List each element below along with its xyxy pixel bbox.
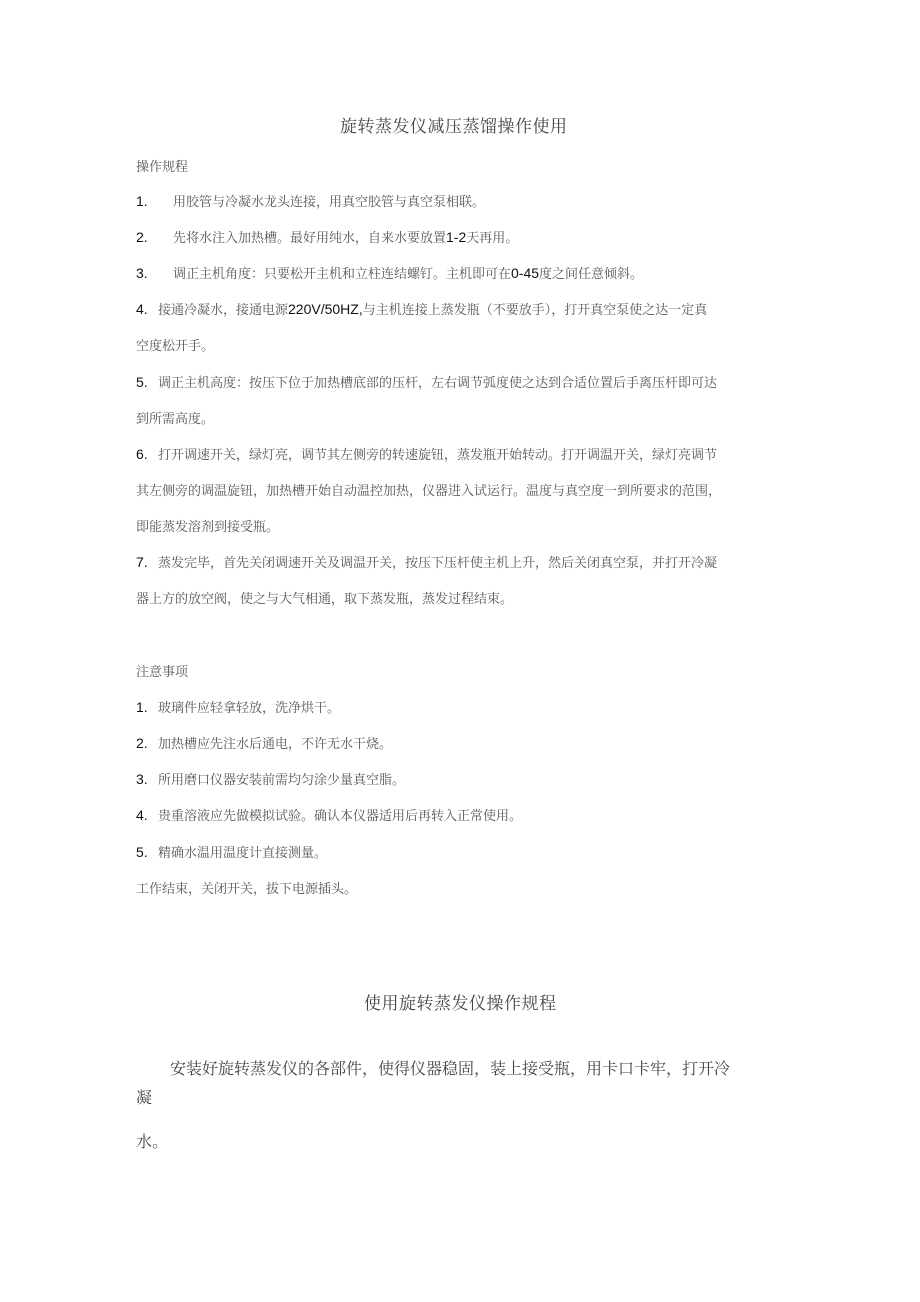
note-text: 精确水温用温度计直接测量。 (158, 846, 328, 861)
step-text: 打开调速开关，绿灯亮，调节其左侧旁的转速旋钮，蒸发瓶开始转动。打开调温开关，绿灯亮调节 (158, 448, 718, 463)
document-title: 旋转蒸发仪减压蒸馏操作使用 (340, 117, 568, 137)
procedure-step-4-cont: 空度松开手。 (136, 339, 215, 354)
second-paragraph-line-3: 水。 (136, 1132, 169, 1151)
note-number: 2. (136, 735, 148, 751)
procedure-step-7-cont: 器上方的放空阀，使之与大气相通，取下蒸发瓶，蒸发过程结束。 (136, 592, 514, 607)
step-number: 3. (136, 265, 148, 281)
note-number: 1. (136, 699, 148, 715)
step-value: 0-45 (511, 265, 540, 281)
step-number: 7. (136, 554, 148, 570)
procedure-step-1 (136, 191, 485, 210)
step-text: 度之间任意倾斜。 (539, 267, 644, 282)
step-text: 天再用。 (466, 231, 519, 246)
note-item-4 (136, 805, 522, 824)
procedure-step-3 (136, 263, 643, 282)
procedure-step-6-cont: 其左侧旁的调温旋钮，加热槽开始自动温控加热，仪器进入试运行。温度与真空度一到所要求的范围， (136, 484, 722, 499)
step-number: 5. (136, 374, 148, 390)
note-item-2 (136, 733, 392, 752)
closing-note: 工作结束，关闭开关，拔下电源插头。 (136, 882, 358, 897)
second-paragraph-line-2: 凝 (136, 1088, 153, 1107)
procedure-step-5-cont: 到所需高度。 (136, 412, 215, 427)
note-number: 5. (136, 844, 148, 860)
note-text: 贵重溶液应先做模拟试验。确认本仪器适用后再转入正常使用。 (158, 809, 523, 824)
step-text: 调正主机角度：只要松开主机和立柱连结螺钉。主机即可在 (173, 267, 512, 282)
note-item-3 (136, 769, 405, 788)
note-text: 玻璃件应轻拿轻放，洗净烘干。 (158, 701, 341, 716)
step-text: 与主机连接上蒸发瓶（不要放手），打开真空泵使之达一定真 (362, 303, 708, 318)
step-text: 蒸发完毕，首先关闭调速开关及调温开关，按压下压杆使主机上升，然后关闭真空泵，并打开冷凝 (158, 556, 718, 571)
note-item-1 (136, 697, 340, 716)
note-number: 3. (136, 771, 148, 787)
procedure-step-2 (136, 227, 518, 246)
procedure-step-4 (136, 299, 707, 318)
step-text: 用胶管与冷凝水龙头连接，用真空胶管与真空泵相联。 (173, 195, 486, 210)
step-text: 调正主机高度：按压下位于加热槽底部的压杆，左右调节弧度使之达到合适位置后手离压杆即可达 (158, 376, 718, 391)
procedure-step-5 (136, 372, 717, 391)
step-number: 2. (136, 229, 148, 245)
step-value: 220V/50HZ, (288, 301, 363, 317)
step-number: 6. (136, 446, 148, 462)
second-title: 使用旋转蒸发仪操作规程 (364, 994, 557, 1014)
step-value: 1-2 (446, 229, 467, 245)
note-number: 4. (136, 807, 148, 823)
step-text: 先将水注入加热槽。最好用纯水，自来水要放置 (173, 231, 447, 246)
procedure-step-6-cont2: 即能蒸发溶剂到接受瓶。 (136, 520, 280, 535)
procedure-step-6 (136, 444, 717, 463)
second-paragraph-line-1: 安装好旋转蒸发仪的各部件，使得仪器稳固，装上接受瓶，用卡口卡牢，打开冷 (170, 1059, 731, 1078)
step-text: 接通冷凝水，接通电源 (158, 303, 289, 318)
procedure-step-7 (136, 552, 717, 571)
note-text: 加热槽应先注水后通电，不许无水干烧。 (158, 737, 393, 752)
step-number: 1. (136, 193, 148, 209)
notes-heading: 注意事项 (136, 665, 189, 680)
note-text: 所用磨口仪器安装前需均匀涂少量真空脂。 (158, 773, 406, 788)
note-item-5 (136, 842, 327, 861)
step-number: 4. (136, 301, 148, 317)
procedure-heading: 操作规程 (136, 160, 189, 175)
